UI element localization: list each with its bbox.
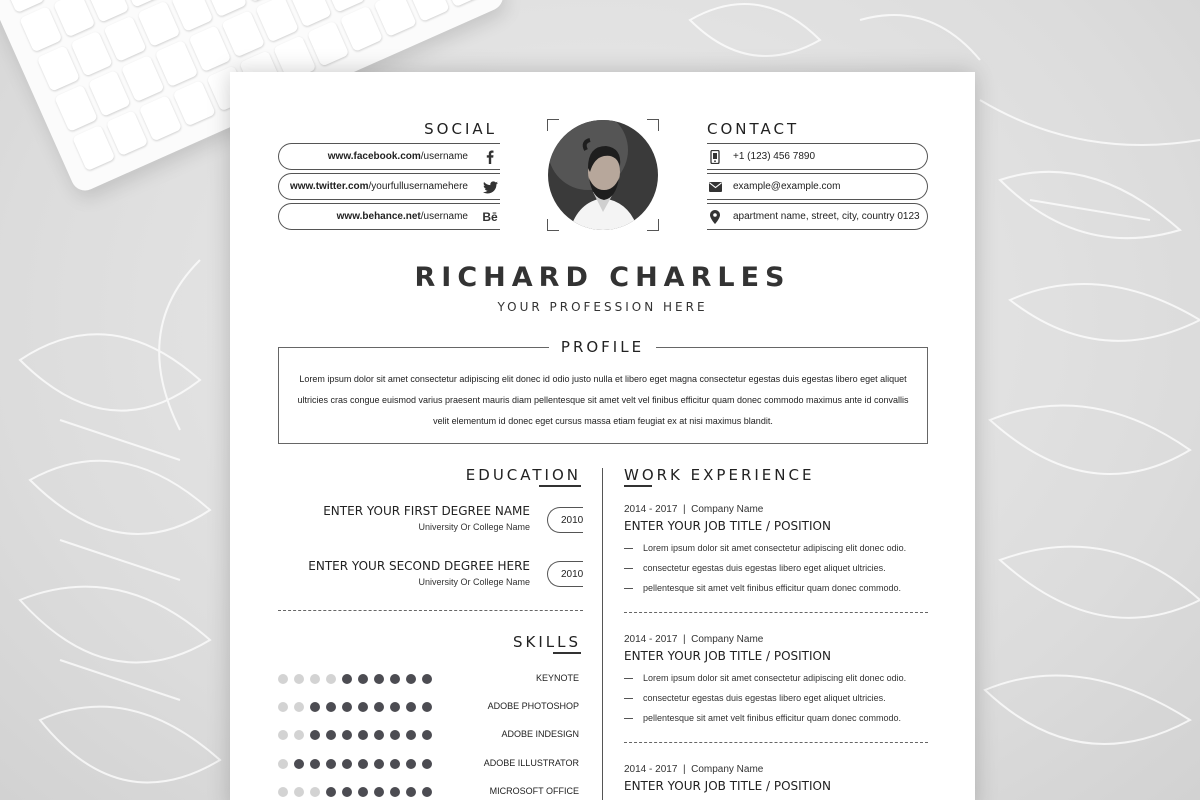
skill-dot [358,787,368,797]
education-item [323,504,530,532]
phone-icon [707,149,723,165]
social-title: SOCIAL [424,120,497,138]
contact-address-text: apartment name, street, city, country 0123 [733,211,920,222]
job-bullet: pellentesque sit amet velt finibus efficitur quam donec commodo. [624,713,928,723]
education-underline [539,485,581,487]
location-icon [707,209,723,225]
skill-dot [390,787,400,797]
skill-level [278,674,438,684]
social-facebook-pill[interactable] [278,143,500,170]
degree-school: University Or College Name [418,522,530,532]
degree-title: ENTER YOUR SECOND DEGREE HERE [308,559,530,573]
skill-dot [294,674,304,684]
education-divider [278,610,583,611]
skills-title: SKILLS [512,633,581,651]
job-bullet: Lorem ipsum dolor sit amet consectetur adipiscing elit donec odio. [624,673,928,683]
job-divider [624,742,928,743]
skill-dot [294,759,304,769]
skill-dot [326,759,336,769]
job-bullet: Lorem ipsum dolor sit amet consectetur adipiscing elit donec odio. [624,543,928,553]
job-entry [624,504,928,593]
skill-dot [278,759,288,769]
job-years: 2014 - 2017 [624,504,678,515]
skills-underline [553,652,581,654]
social-twitter-pill[interactable] [278,173,500,200]
job-entry [624,764,928,793]
twitter-icon [482,179,498,195]
job-bullet: pellentesque sit amet velt finibus efficitur quam donec commodo. [624,583,928,593]
skill-dot [390,730,400,740]
skill-dot [422,702,432,712]
skill-dot [278,702,288,712]
skill-dot [358,702,368,712]
job-years: 2014 - 2017 [624,764,678,775]
job-bullet: consectetur egestas duis egestas libero eget aliquet ultricies. [624,563,928,573]
skill-dot [374,759,384,769]
skill-dot [406,759,416,769]
skill-row [278,757,583,771]
profile-title [230,338,975,356]
skill-dot [310,759,320,769]
skill-dot [406,702,416,712]
education-title: EDUCATION [465,466,581,484]
skill-dot [422,787,432,797]
job-divider [624,612,928,613]
degree-year: 2010 [547,507,583,533]
skill-level [278,702,438,712]
skill-dot [406,730,416,740]
contact-title: CONTACT [707,120,800,138]
behance-icon: Bē [482,210,498,224]
skill-dot [374,702,384,712]
skill-row [278,728,583,742]
skill-label: ADOBE INDESIGN [501,729,579,739]
job-years: 2014 - 2017 [624,634,678,645]
skill-level [278,759,438,769]
skill-dot [294,787,304,797]
job-title: ENTER YOUR JOB TITLE / POSITION [624,519,831,533]
job-company: Company Name [691,764,764,775]
skill-row [278,785,583,799]
contact-phone-pill[interactable] [707,143,928,170]
contact-email-pill[interactable] [707,173,928,200]
job-bullet: consectetur egestas duis egestas libero eget aliquet ultricies. [624,693,928,703]
skill-label: KEYNOTE [535,673,579,683]
skill-dot [326,730,336,740]
skill-row [278,672,583,686]
social-twitter-path: /yourfullusernamehere [368,181,468,192]
profile-photo [548,120,658,230]
skill-dot [390,674,400,684]
skill-dot [294,702,304,712]
profile-title-text: PROFILE [549,338,656,356]
skill-row [278,700,583,714]
skill-dot [278,787,288,797]
skill-dot [342,674,352,684]
skill-dot [422,730,432,740]
contact-phone-text: +1 (123) 456 7890 [733,151,816,162]
job-entry [624,634,928,723]
skill-dot [358,730,368,740]
degree-title: ENTER YOUR FIRST DEGREE NAME [323,504,530,518]
skill-dot [310,730,320,740]
skill-label: MICROSOFT OFFICE [489,786,579,796]
skill-dot [310,702,320,712]
skill-dot [422,759,432,769]
skill-label: ADOBE PHOTOSHOP [487,701,579,711]
skill-dot [342,759,352,769]
job-company: Company Name [691,504,764,515]
skill-dot [390,702,400,712]
skill-dot [310,674,320,684]
work-title: WORK EXPERIENCE [624,466,815,484]
skill-level [278,730,438,740]
skill-dot [422,674,432,684]
skill-level [278,787,438,797]
facebook-icon [482,149,498,165]
job-meta: 2014 - 2017 | Company Name [624,764,764,775]
profile-photo-frame [547,119,659,231]
contact-address-pill[interactable] [707,203,928,230]
skill-dot [358,759,368,769]
skill-dot [374,787,384,797]
social-facebook-domain: www.facebook.com [327,151,421,162]
job-company: Company Name [691,634,764,645]
skill-dot [342,702,352,712]
work-underline [624,485,652,487]
skill-dot [326,787,336,797]
skill-dot [390,759,400,769]
skill-dot [310,787,320,797]
skill-dot [406,787,416,797]
education-item [308,559,530,587]
social-twitter-domain: www.twitter.com [289,181,369,192]
skill-dot [342,787,352,797]
person-name: RICHARD CHARLES [414,262,791,293]
resume-page [230,72,975,800]
skill-dot [326,702,336,712]
social-facebook-path: /username [420,151,468,162]
degree-year: 2010 [547,561,583,587]
contact-email-text: example@example.com [733,181,841,192]
skill-dot [406,674,416,684]
profession: YOUR PROFESSION HERE [497,300,708,314]
degree-school: University Or College Name [418,577,530,587]
job-meta: 2014 - 2017 | Company Name [624,634,764,645]
job-meta: 2014 - 2017 | Company Name [624,504,764,515]
mail-icon [707,179,723,195]
social-behance-path: /username [420,211,468,222]
social-behance-domain: www.behance.net [336,211,421,222]
skill-dot [278,730,288,740]
job-title: ENTER YOUR JOB TITLE / POSITION [624,649,831,663]
column-divider [602,468,603,800]
skill-dot [342,730,352,740]
skill-dot [294,730,304,740]
skill-dot [326,674,336,684]
job-title: ENTER YOUR JOB TITLE / POSITION [624,779,831,793]
profile-text: Lorem ipsum dolor sit amet consectetur adipiscing elit donec id odio justo nulla et libero eget magna consectetur egestas duis egestas libero eget aliquet ultricies cras congue euismod varius praesent mauris diam pellentesque sit amet velt vel finibus efficitur quam donec commodo maximus ante id convallis velit elementum id donec eget cursus massa etiam feugiat ex at nisi maximus blandit. [297,374,909,426]
skill-dot [374,674,384,684]
skill-dot [374,730,384,740]
social-behance-pill[interactable] [278,203,500,230]
skill-label: ADOBE ILLUSTRATOR [483,758,579,768]
skill-dot [278,674,288,684]
skill-dot [358,674,368,684]
